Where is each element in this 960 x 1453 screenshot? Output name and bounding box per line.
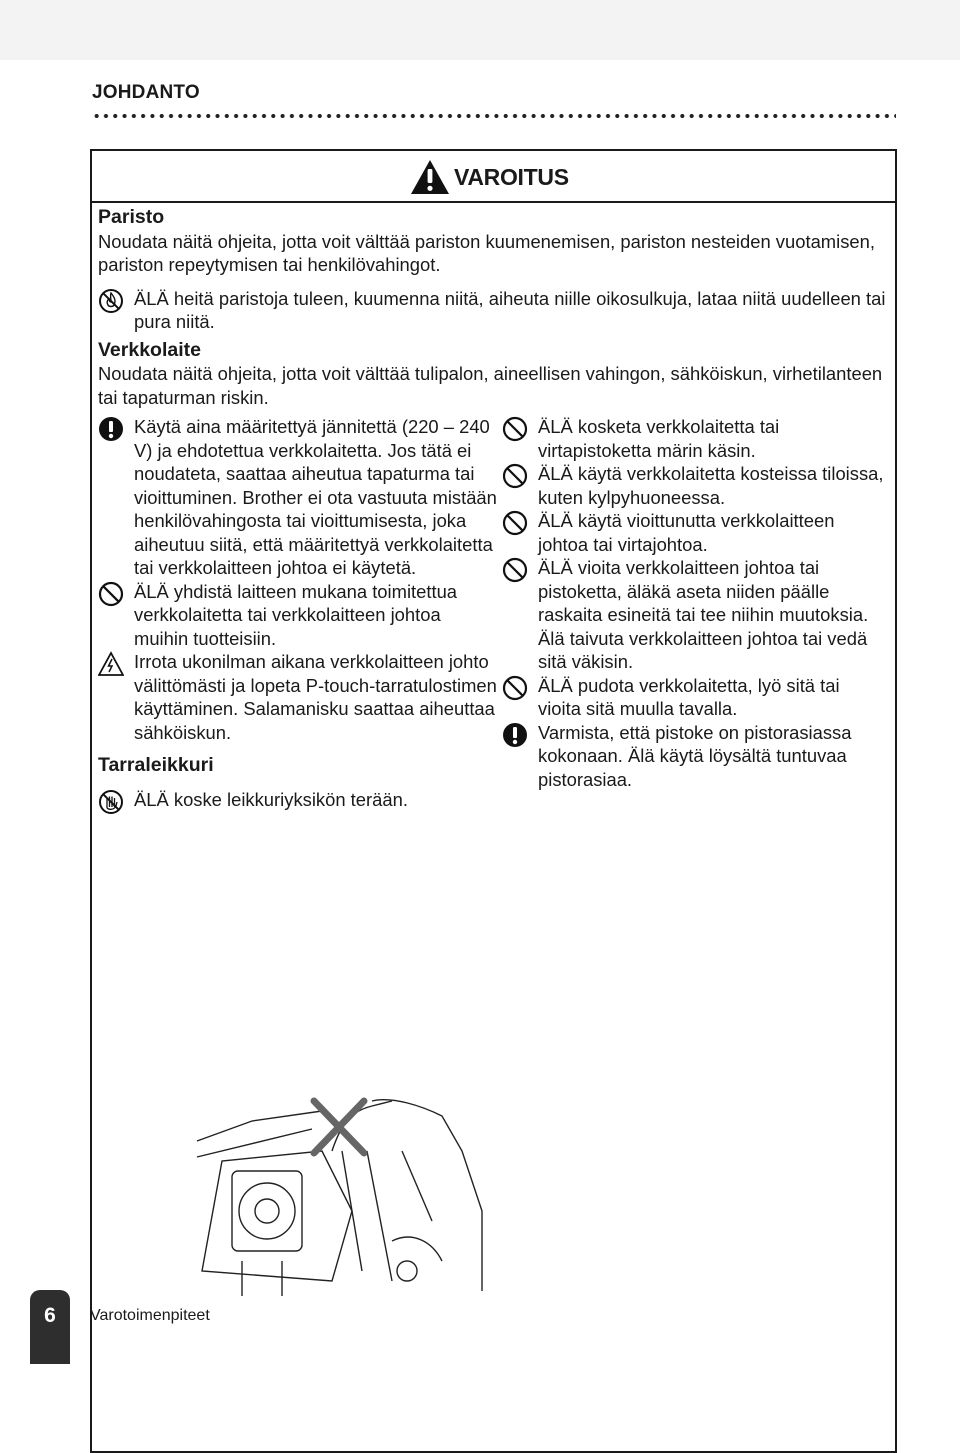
adapter-right-item-text: Varmista, että pistoke on pistorasiassa kokonaan. Älä käytä löysältä tuntuvaa pistorasiaa. [538,721,852,790]
battery-item [98,287,888,334]
adapter-right-item [502,721,886,792]
prohibited-icon [502,510,528,536]
warning-title [410,159,569,195]
cutter-item-text: ÄLÄ koske leikkuriyksikön terään. [134,788,408,810]
adapter-left-item-text: Käytä aina määritettyä jännitettä (220 – 240 V) ja ehdotettua verkkolaitetta. Jos tätä ei noudateta, saattaa aiheutua tapaturma tai vioittuminen. Brother ei ota vastuuta mistään henkilövahingosta tai vioittumisesta, joka aiheutuu siitä, että määritettyä verkkolaitetta tai verkkolaitteen johtoa ei käytetä. [134,416,497,578]
electric-shock-icon [98,651,124,677]
warning-triangle-icon [410,159,450,195]
adapter-right-item-text: ÄLÄ kosketa verkkolaitetta tai virtapistoketta märin käsin. [538,416,780,461]
page-number-tab [30,1290,70,1364]
adapter-left-item-text: ÄLÄ yhdistä laitteen mukana toimitettua verkkolaitetta tai verkkolaitteen johtoa muihin tuotteisiin. [134,580,458,649]
adapter-right-item-text: ÄLÄ käytä vioittunutta verkkolaitteen johtoa tai virtajohtoa. [538,510,835,555]
adapter-right-item [502,415,886,462]
adapter-right-item [502,556,886,674]
prohibited-icon [502,675,528,701]
dotted-divider [92,112,896,120]
adapter-left-item [98,580,498,651]
mandatory-icon [98,416,124,442]
footer-text: Varotoimenpiteet [90,1307,210,1324]
warning-box [90,149,897,1453]
adapter-left-item [98,650,498,744]
warning-title-text: VAROITUS [454,163,569,190]
mandatory-icon [502,722,528,748]
adapter-heading: Verkkolaite [98,338,201,361]
battery-intro: Noudata näitä ohjeita, jotta voit välttää pariston kuumenemisen, pariston nesteiden vuotamisen, pariston repeytymisen tai henkilövahingot. [98,230,875,275]
page-number: 6 [44,1304,56,1327]
adapter-right-column [502,415,886,791]
battery-heading: Paristo [98,206,165,228]
adapter-right-item-text: ÄLÄ käytä verkkolaitetta kosteissa tiloissa, kuten kylpyhuoneessa. [538,463,884,508]
battery-item-text: ÄLÄ heitä paristoja tuleen, kuumenna niitä, aiheuta niille oikosulkuja, lataa niitä uudelleen tai pura niitä. [134,287,886,332]
adapter-intro: Noudata näitä ohjeita, jotta voit välttää tulipalon, aineellisen vahingon, sähköiskun, virhetilanteen tai tapaturman riskin. [98,363,883,408]
section-title: JOHDANTO [92,82,200,103]
prohibited-icon [502,463,528,489]
no-fire-icon [98,288,124,314]
adapter-left-item [98,415,498,580]
prohibited-icon [502,416,528,442]
adapter-left-item-text: Irrota ukonilman aikana verkkolaitteen johto välittömästi ja lopeta P-touch-tarratulostimen käyttäminen. Salamanisku saattaa aiheuttaa sähköiskun. [134,651,497,743]
warning-header [92,151,895,203]
warning-content [98,203,888,810]
adapter-right-item [502,462,886,509]
cutter-item [98,788,498,812]
top-band [0,0,960,60]
adapter-right-item-text: ÄLÄ vioita verkkolaitteen johtoa tai pistoketta, äläkä aseta niiden päälle raskaita esineitä tai tee niihin muutoksia. Älä taivuta verkkolaitteen johtoa tai vedä sitä väkisin. [538,557,869,672]
adapter-right-item [502,674,886,721]
adapter-right-item-text: ÄLÄ pudota verkkolaitetta, lyö sitä tai vioita sitä muulla tavalla. [538,674,840,719]
cutter-illustration [192,1091,492,1301]
no-touch-icon [98,789,124,815]
adapter-left-column [98,415,498,811]
prohibited-icon [98,581,124,607]
cutter-heading: Tarraleikkuri [98,754,214,776]
adapter-right-item [502,509,886,556]
prohibited-icon [502,557,528,583]
